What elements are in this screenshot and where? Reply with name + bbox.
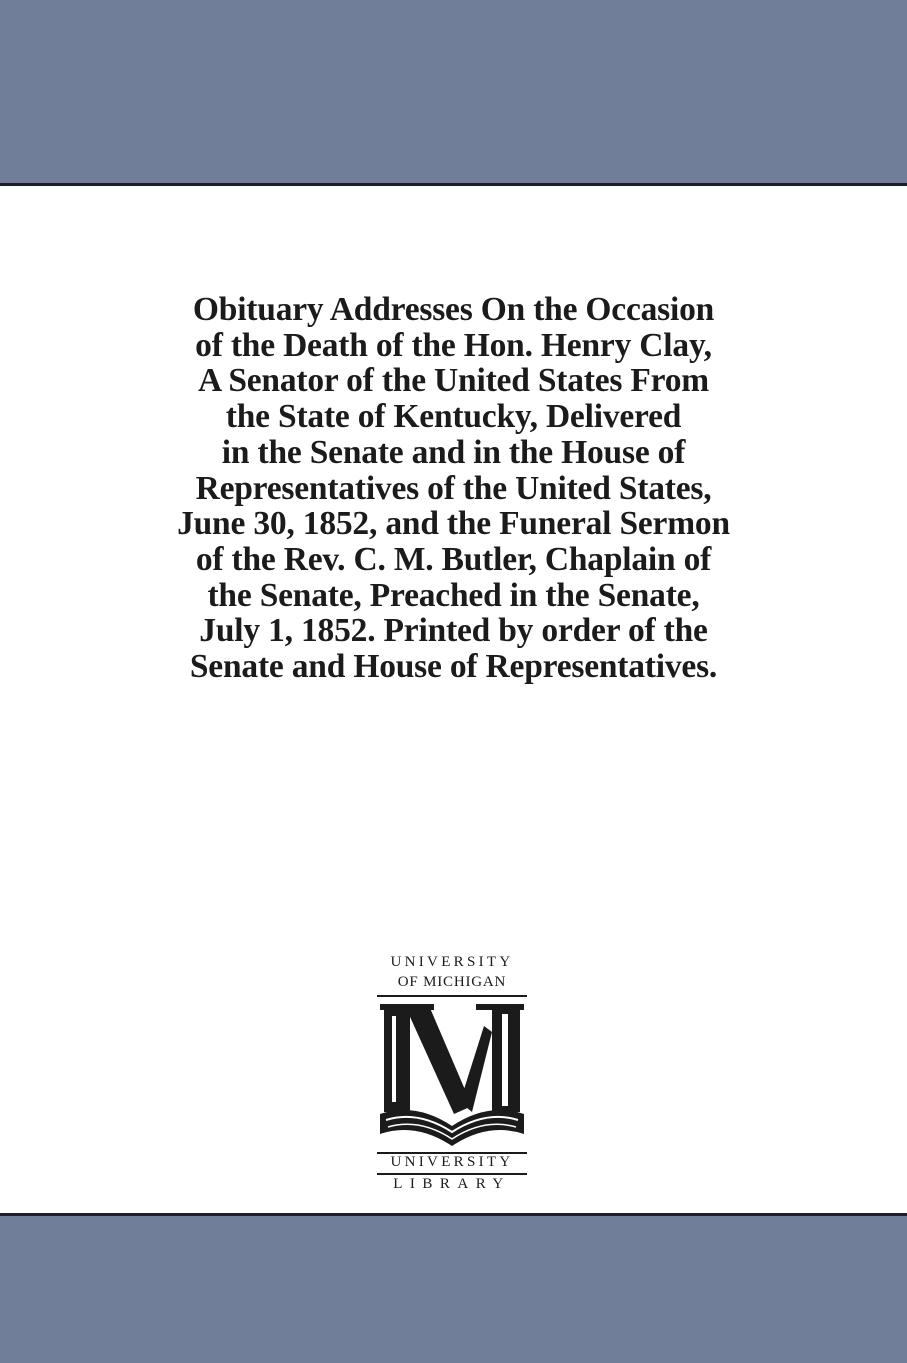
logo-top-rule — [377, 995, 527, 997]
title-line: June 30, 1852, and the Funeral Sermon — [177, 505, 730, 543]
university-library-logo — [376, 954, 528, 1194]
title-line: in the Senate and in the House of — [221, 433, 686, 471]
bottom-color-band — [0, 1213, 907, 1363]
logo-middle-rule — [377, 1173, 527, 1175]
title-line: A Senator of the United States From — [198, 362, 709, 400]
logo-text-of-michigan: OF MICHIGAN — [397, 974, 507, 990]
logo-text-library: LIBRARY — [393, 1176, 511, 1192]
title-line: of the Death of the Hon. Henry Clay, — [195, 326, 712, 364]
title-line: Senate and House of Representatives. — [189, 648, 718, 686]
logo-text-university: UNIVERSITY — [390, 954, 514, 970]
title-line: Representatives of the United States, — [195, 469, 712, 507]
title-line: Obituary Addresses On the Occasion — [192, 291, 715, 328]
book-title — [0, 292, 907, 685]
title-line: July 1, 1852. Printed by order of the — [199, 612, 708, 650]
logo-text-university-lower: UNIVERSITY — [390, 1154, 514, 1170]
title-line: of the Rev. C. M. Butler, Chaplain of — [195, 540, 712, 578]
block-m-book-icon — [376, 1002, 528, 1152]
top-color-band — [0, 0, 907, 186]
title-line: the State of Kentucky, Delivered — [225, 398, 682, 436]
title-line: the Senate, Preached in the Senate, — [207, 576, 700, 614]
